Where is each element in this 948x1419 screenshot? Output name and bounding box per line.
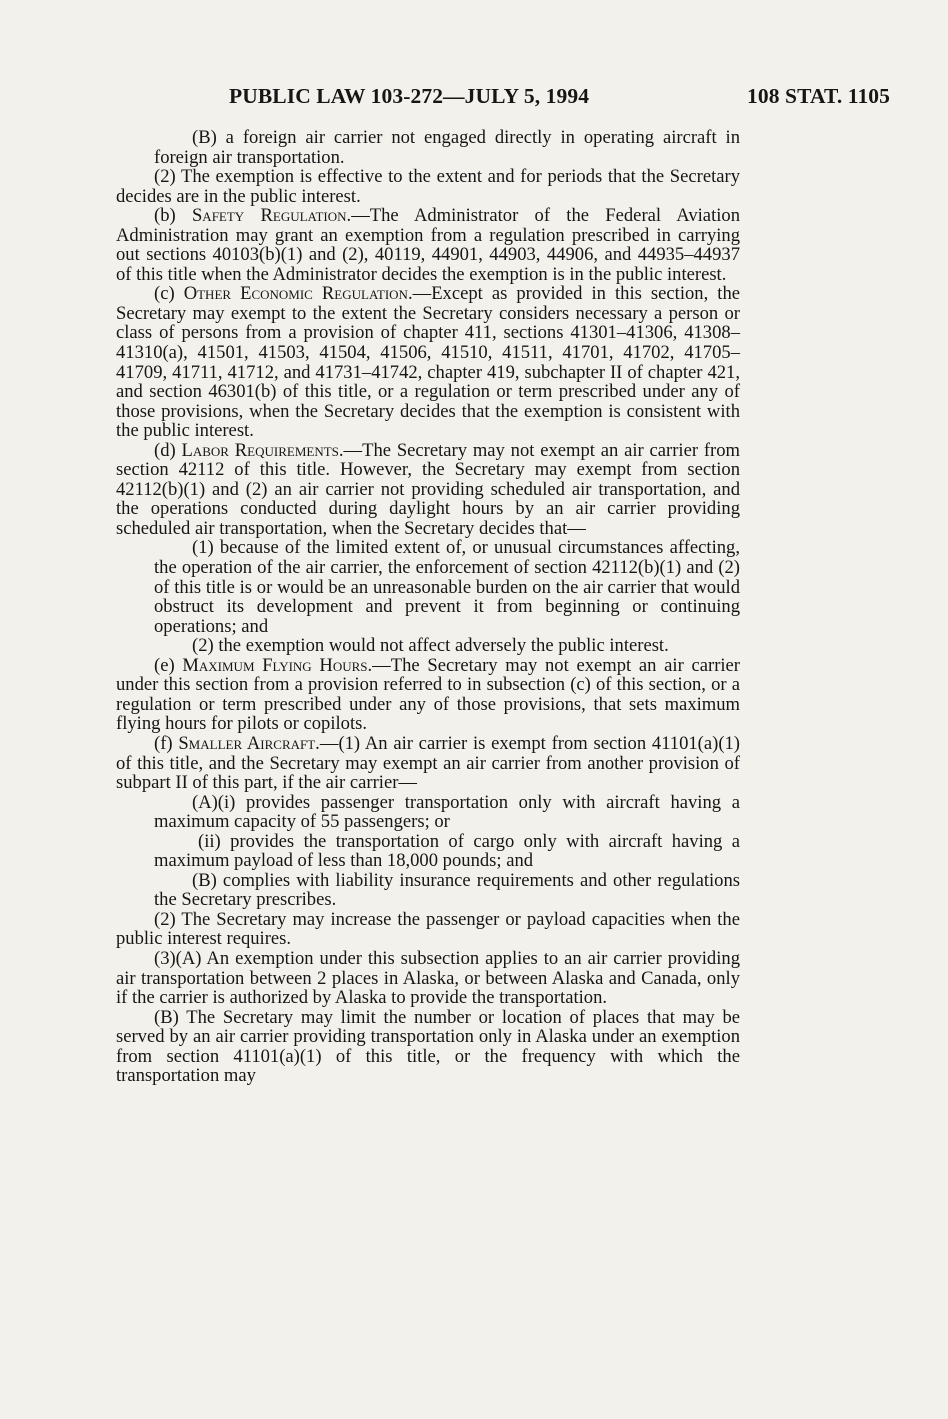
paragraph-text: (2) The Secretary may increase the passenger or payload capacities when the public interest requires. [116, 908, 740, 950]
paragraph-text: (3)(A) An exemption under this subsection applies to an air carrier providing air transportation between 2 places in Alaska, or between Alaska and Canada, only if the carrier is authorized by Alaska to provide the transportation. [116, 947, 740, 1009]
paragraph-2-exemption-effective [116, 167, 740, 206]
subsection-caption: Safety Regulation. [191, 205, 352, 227]
paragraph-d1-limited-extent [116, 538, 740, 636]
subsection-d-labor-requirements [116, 441, 740, 539]
paragraph-d2-public-interest [116, 636, 740, 656]
subsection-lead: (e) [154, 654, 183, 676]
header-title: PUBLIC LAW 103-272—JULY 5, 1994 [229, 84, 590, 108]
running-header [0, 84, 948, 114]
paragraph-text: —The Secretary may not exempt an air carrier under this section from a provision referred to in subsection (c) of this section, or a regulation or term prescribed under any of those provisions, that sets maximum flying hours for pilots or copilots. [116, 654, 740, 735]
subsection-caption: Smaller Aircraft. [178, 732, 320, 754]
paragraph-f-b-liability [116, 871, 740, 910]
subsection-e-maximum-flying-hours [116, 656, 740, 734]
paragraph-text: (B) The Secretary may limit the number or location of places that may be served by an air carrier providing transportation only in Alaska under an exemption from section 41101(a)(1) of this title, or the frequency with which the transportation may [116, 1006, 740, 1087]
statute-page-number: 108 STAT. 1105 [747, 84, 890, 108]
subsection-lead: (d) [154, 439, 182, 461]
subsection-c-other-economic-regulation [116, 284, 740, 440]
subsection-caption: Maximum Flying Hours. [182, 654, 373, 676]
paragraph-f3b-limit-places [116, 1008, 740, 1086]
paragraph-text: —Except as provided in this section, the Secretary may exempt to the extent the Secretary considers necessary a person or class of persons from a provision of chapter 411, sections 41301–41306, 41308–41310(a), 41501, 41503, 41504, 41506, 41510, 41511, 41701, 41702, 41705–41709, 41711, 41712, and 41731–41742, chapter 419, subchapter II of chapter 421, and section 46301(b) of this title, or a regulation or term prescribed under any of those provisions, when the Secretary decides that the exemption is consistent with the public interest. [116, 283, 740, 442]
paragraph-text: (B) complies with liability insurance requirements and other regulations the Secretary prescribes. [154, 869, 740, 911]
subsection-caption: Labor Requirements. [181, 439, 344, 461]
paragraph-f-a-i-passenger [116, 793, 740, 832]
subsection-b-safety-regulation [116, 206, 740, 284]
subsection-caption: Other Economic Regulation. [183, 283, 413, 305]
paragraph-text: (2) the exemption would not affect adversely the public interest. [192, 635, 669, 657]
paragraph-text: (ii) provides the transportation of cargo only with aircraft having a maximum payload of less than 18,000 pounds; and [154, 830, 740, 872]
paragraph-text: (B) a foreign air carrier not engaged directly in operating aircraft in foreign air transportation. [154, 127, 740, 168]
paragraph-text: (1) because of the limited extent of, or unusual circumstances affecting, the operation of the air carrier, the enforcement of section 42112(b)(1) and (2) of this title is or would be an unreasonable burden on the air carrier that would obstruct its development and prevent it from beginning or continuing operations; and [154, 537, 740, 637]
subsection-lead: (f) [154, 732, 179, 754]
paragraph-text: —The Administrator of the Federal Aviation Administration may grant an exemption from a regulation prescribed in carrying out sections 40103(b)(1) and (2), 40119, 44901, 44903, 44906, and 44935–44937 of this title when the Administrator decides the exemption is in the public interest. [116, 205, 740, 285]
subsection-f-smaller-aircraft [116, 734, 740, 793]
paragraph-text: —(1) An air carrier is exempt from section 41101(a)(1) of this title, and the Secretary may exempt an air carrier from another provision of subpart II of this part, if the air carrier— [116, 732, 741, 794]
law-text-body [116, 128, 740, 1086]
paragraph-text: —The Secretary may not exempt an air carrier from section 42112 of this title. However, the Secretary may exempt from section 42112(b)(1) and (2) an air carrier not providing scheduled air transportation, and the operations conducted during daylight hours by an air carrier providing scheduled air transportation, when the Secretary decides that— [116, 439, 740, 539]
paragraph-f-ii-cargo [116, 832, 740, 871]
paragraph-f3a-alaska [116, 949, 740, 1008]
subsection-lead: (c) [154, 283, 184, 305]
subsection-lead: (b) [154, 205, 192, 227]
paragraph-text: (A)(i) provides passenger transportation only with aircraft having a maximum capacity of 55 passengers; or [154, 791, 740, 833]
paragraph-b-foreign-air-carrier [116, 128, 740, 167]
paragraph-f2-increase-capacity [116, 910, 740, 949]
paragraph-text: (2) The exemption is effective to the extent and for periods that the Secretary decides are in the public interest. [116, 166, 740, 207]
